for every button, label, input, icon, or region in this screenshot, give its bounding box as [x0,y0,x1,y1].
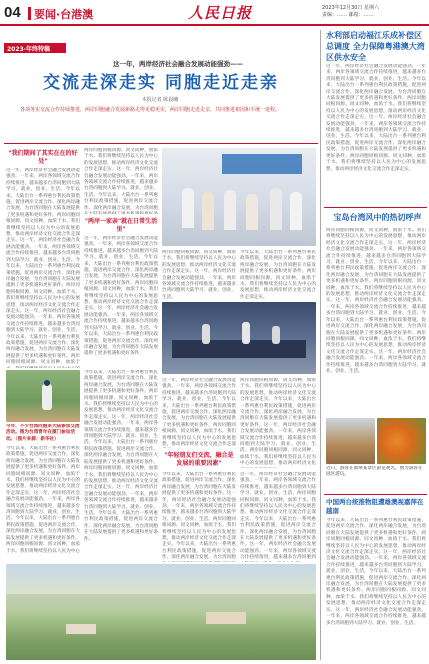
person [182,188,194,228]
person [246,194,258,230]
performer [202,324,210,344]
person [224,190,236,230]
subhead-3: "年轻朋友们交流，融合是发展的重要因素" [164,452,234,467]
body-text-col2: 两岸同胞同根同源、同文同种，血浓于水。我们将继续坚持以人民为中心的发展思想，推动两岸经济文化交流合作走深走实。这一年，两岸经济社会融合发展动能强劲。一年来，两岸各领域交流合作持续推进，越来越多台湾同胞到大陆学习、就业、创业、生活。今年以来，大陆出台一系列惠台利民政策措施，促进两岸交流合作、深化两岸融合发展，为台湾同胞 [84,148,158,211]
story2-photo-left [326,418,375,464]
story-divider [324,207,427,208]
editor-line: 责编：…… 邮箱：…… [322,12,374,18]
person [290,192,302,230]
event-photo [162,148,316,246]
player-cap [44,380,50,386]
page-number: 04 [4,4,21,21]
story2-photo-right [377,418,426,464]
landscape-photo [6,564,316,660]
date-info [322,5,426,19]
column-divider [320,30,321,660]
feature-kicker: 这一年，两岸经济社会融合发展动能强劲—— [113,60,243,68]
story3-headline: 中国两台统推物阻遭雄澳视嘉萍在越南 [326,498,424,515]
hills [6,594,316,610]
body-text-col1: 这一年，两岸经济社会融合发展动能强劲。一年来，两岸各领域交流合作持续推进，越来越多台湾同胞到大陆学习、就业、创业、生活。今年以来，大陆出台一系列惠台利民政策措施，促进两岸交流合作、深化两岸融合发展，为台湾同胞在大陆发展提供了更多机遇和更好条件。两岸同胞同根同源、同文同种，血浓于水。我们将继续坚持以人民为中心的发展思想，推动两岸经济文化交流合作走深走实。这一年，两岸经济社会融合发展动能强劲。一年来，两岸各领域交流合作持续推进，越来越多台湾同胞到大陆学习、就业、创业、生活。今年以来，大陆出台一系列惠台利民政策措施，促进两岸交流合作、深化两岸融合发展，为台湾同胞在大陆发展提供了更多机遇和更好条件。两岸同胞同根同源、同文同种，血浓于水。我们将继续坚持以人民为中心的发展思想，推动两岸经济文化交流合作走深走实。这一年，两岸经济社会融合发展动能强劲。一年来，两岸各领域交流合作持续推进，越来越多台湾同胞到大陆学习、就业、创业、生活。今年以来，大陆出台一系列惠台利民政策措施，促进两岸交流合作、深化两岸融合发展，为台湾同胞在大陆发展提供了更多机遇和更好条件。两岸同胞同根同源、同文同种，血浓于 [6,168,80,366]
story1-headline: 水利部启动福江乐成补偿区总调度 全力保障粤港澳大湾区供水安全 [326,31,425,62]
date-line: 2023年12月30日 星期六 [322,5,380,11]
feature-lead: 各项务实交流合作持续推进，两岸同胞融合发展新路走得更稳更实，两岸同胞走近走亲，共同推进祖国和平统一进程。 [20,107,281,113]
buildings [206,612,246,624]
feature-tag: 2023·年终特稿 [4,43,66,53]
body-text-col4b: 两岸同胞同根同源、同文同种，血浓于水。我们将继续坚持以人民为中心的发展思想，推动两岸经济文化交流合作走深走实。今年以来，大陆出台一系列惠台利民政策措施，促进两岸交流合作、深化两岸融合发展，为台湾同胞在大陆发展提供了更多机遇和更好条件。这一年，两岸经济社会融合发展动能强劲。一年来，两岸各领域交流合作持续推进，越来越多台湾同胞到大陆学习、就业、创业、生活。两岸同胞同根同源、同文同种，血浓于水。我们将继续坚持以人民为中心的发展思想，推动两岸经济文化 [240,378,316,467]
story3-body: 今年以来，大陆出台一系列惠台利民政策措施，促进两岸交流合作、深化两岸融合发展，为台湾同胞在大陆发展提供了更多机遇和更好条件。两岸同胞同根同源、同文同种，血浓于水。我们将继续坚持以人民为中心的发展思想，推动两岸经济文化交流合作走深走实。这一年，两岸经济社会融合发展动能强劲。一年来，两岸各领域交流合作持续推进，越来越多台湾同胞到大陆学习、就业、创业、生活。今年以来，大陆出台一系列惠台利民政策措施，促进两岸交流合作、深化两岸融合发展，为台湾同胞在大陆发展提供了更多机遇和更好条件。两岸同胞同根同源、同文同种，血浓于水。我们将继续坚持以人民为中心的发展思想，推动两岸经济文化交流合作走深走实。这一年，两岸经济社会融合发展动能强劲。一年来，两岸各领域交流合作持续推进，越来越多台湾同胞到大陆学习、就业、创业、生活。 [326,518,426,626]
story1-body: 这一年，两岸经济社会融合发展动能强劲。一年来，两岸各领域交流合作持续推进，越来越多台湾同胞到大陆学习、就业、创业、生活。今年以来，大陆出台一系列惠台利民政策措施，促进两岸交流合作、深化两岸融合发展，为台湾同胞在大陆发展提供了更多机遇和更好条件。两岸同胞同根同源、同文同种，血浓于水。我们将继续坚持以人民为中心的发展思想，推动两岸经济文化交流合作走深走实。这一年，两岸经济社会融合发展动能强劲。一年来，两岸各领域交流合作持续推进，越来越多台湾同胞到大陆学习、就业、创业、生活。今年以来，大陆出台一系列惠台利民政策措施，促进两岸交流合作、深化两岸融合发展，为台湾同胞在大陆发展提供了更多机遇和更好条件。两岸同胞同根同源、同文同种，血浓于水。我们将继续坚持以人民为中心的发展思想，推动两岸经济文化交流合作走深走实。 [326,64,426,172]
player-figure [42,384,52,410]
stage [172,340,306,358]
section-divider [4,143,318,144]
story-divider [324,494,427,495]
body-text-col4c: 这一年，两岸经济社会融合发展动能强劲。一年来，两岸各领域交流合作持续推进，越来越多台湾同胞到大陆学习、就业、创业、生活。两岸同胞同根同源、同文同种，血浓于水。我们将继续坚持以人民为中心的发展思想，推动两岸经济文化交流合作走深走实。今年以来，大陆出台一系列惠台利民政策措施，促进两岸交流合作、深化两岸融合发展，为台湾同胞在大陆发展提供了更多机遇和更好条件。这一年，两岸经济社会融合发展动能强劲。一年来，两岸各领域交流合作持续推进，越来越多台湾同胞到 [240,472,316,561]
body-text-col3c: 今年以来，大陆出台一系列惠台利民政策措施，促进两岸交流合作、深化两岸融合发展，为台湾同胞在大陆发展提供了更多机遇和更好条件。这一年，两岸经济社会融合发展动能强劲。一年来，两岸各领域交流合作持续推进，越来越多台湾同胞到大陆学习、就业、创业、生活。两岸同胞同根同源、同文同种，血浓于水。我们将继续坚持以人民为中心的发展思想，推动两岸经济文化交流合作走深走实。今年以来，大陆出台一系列惠台利民政策措施，促进两岸交流合作、深化两岸融合发展，为台湾同胞 [162,472,236,561]
body-text-col4: 今年以来，大陆出台一系列惠台利民政策措施，促进两岸交流合作、深化两岸融合发展，为台湾同胞在大陆发展提供了更多机遇和更好条件。两岸同胞同根同源、同文同种，血浓于水。我们将继续坚持以人民为中心的发展思想，推动两岸经济文化交流合作走深走实。 [240,250,316,300]
body-text-col2c: 今年以来，大陆出台一系列惠台利民政策措施，促进两岸交流合作、深化两岸融合发展，为台湾同胞在大陆发展提供了更多机遇和更好条件。两岸同胞同根同源、同文同种，血浓于水。我们将继续坚持以人民为中心的发展思想，推动两岸经济文化交流合作走深走实。这一年，两岸经济社会融合发展动能强劲。一年来，两岸各领域交流合作持续推进，越来越多台湾同胞到大陆学习、就业、创业、生活。今年以来，大陆出台一系列惠台利民政策措施，促进两岸交流合作、深化两岸融合发展，为台湾同胞在大陆发展提供了更多机遇和更好条件。两岸同胞同根同源、同文同种，血浓于水。我们将继续坚持以人民为中心的发展思想，推动两岸经济文化交流合作走深走实。这一年，两岸经济社会融合发展动能强劲。一年来，两岸各领域交流合作持续推进，越来越多台湾同胞到大陆学习、就业、创业、生活。今年以来，大陆出台一系列惠台利民政策措施，促进两岸交流合作、深化两岸融合发展，为台湾同胞在大陆发展提供了更多机遇和更好条件。 [84,370,158,542]
baseball-photo [6,370,80,422]
body-text-col3: 两岸同胞同根同源、同文同种，血浓于水。我们将继续坚持以人民为中心的发展思想，推动两岸经济文化交流合作走深走实。这一年，两岸经济社会融合发展动能强劲。一年来，两岸各领域交流合作持续推进，越来越多台湾同胞到大陆学习、就业、创业、生活。 [162,250,236,300]
story2-photo-caption: 近日，游客在福州某景区游览观光。图为游客在园区游玩。 [326,466,423,478]
performer [242,322,250,344]
section-title: 要闻·台港澳 [34,8,94,21]
masthead: 人民日报 [188,4,253,22]
performer [272,326,280,344]
story2-body: 两岸同胞同根同源、同文同种，血浓于水。我们将继续坚持以人民为中心的发展思想，推动两岸经济文化交流合作走深走实。这一年，两岸经济社会融合发展动能强劲。一年来，两岸各领域交流合作持续推进，越来越多台湾同胞到大陆学习、就业、创业、生活。今年以来，大陆出台一系列惠台利民政策措施，促进两岸交流合作、深化两岸融合发展，为台湾同胞在大陆发展提供了更多机遇和更好条件。两岸同胞同根同源、同文同种，血浓于水。我们将继续坚持以人民为中心的发展思想，推动两岸经济文化交流合作走深走实。这一年，两岸经济社会融合发展动能强劲。一年来，两岸各领域交流合作持续推进，越来越多台湾同胞到大陆学习、就业、创业、生活。今年以来，大陆出台一系列惠台利民政策措施，促进两岸交流合作、深化两岸融合发展，为台湾同胞在大陆发展提供了更多机遇和更好条件。两岸同胞同根同源、同文同种，血浓于水。我们将继续坚持以人民为中心的发展思想，推动两岸经济文化交流合作走深走实。这一年，两岸经济社会融合发展动能强劲。一年来，两岸各领域交流合作持续推进，越来越多台湾同胞到大陆学习、就业、创业、生活。 [326,228,426,374]
body-text-col1b: 今年以来，大陆出台一系列惠台利民政策措施，促进两岸交流合作、深化两岸融合发展，为台湾同胞在大陆发展提供了更多机遇和更好条件。两岸同胞同根同源、同文同种，血浓于水。我们将继续坚持以人民为中心的发展思想，推动两岸经济文化交流合作走深走实。这一年，两岸经济社会融合发展动能强劲。一年来，两岸各领域交流合作持续推进，越来越多台湾同胞到大陆学习、就业、创业、生活。今年以来，大陆出台一系列惠台利民政策措施，促进两岸交流合作、深化两岸融合发展，为台湾同胞在大陆发展提供了更多机遇和更好条件。两岸同胞同根同源、同文同种，血浓于水。我们将继续坚持以人民为中心 [6,446,80,554]
person [202,192,214,230]
banner [222,154,302,174]
subhead-2: "两岸一家亲"就在日常生活里" [84,218,158,233]
person [270,188,282,230]
photo-caption-left: 今年，不少台湾同胞来大陆参加交流活动。图为台湾青年在厦门参加活动。（图片来源：新华社） [6,424,80,442]
feature-byline: 本报记者 陈晨曦 [141,97,179,103]
story2-headline: 宝岛台湾风中的热切呼声 [333,213,422,222]
buildings [66,624,96,634]
body-text-col3b: 这一年，两岸经济社会融合发展动能强劲。一年来，两岸各领域交流合作持续推进，越来越多台湾同胞到大陆学习、就业、创业、生活。今年以来，大陆出台一系列惠台利民政策措施，促进两岸交流合作、深化两岸融合发展，为台湾同胞在大陆发展提供了更多机遇和更好条件。两岸同胞同根同源、同文同种，血浓于水。我们将继续坚持以人民为中心的发展思想，推动两岸经济文化交流合作走深 [162,378,236,448]
body-text-col2b: 这一年，两岸经济社会融合发展动能强劲。一年来，两岸各领域交流合作持续推进，越来越多台湾同胞到大陆学习、就业、创业、生活。今年以来，大陆出台一系列惠台利民政策措施，促进两岸交流合作、深化两岸融合发展，为台湾同胞在大陆发展提供了更多机遇和更好条件。两岸同胞同根同源、同文同种，血浓于水。我们将继续坚持以人民为中心的发展思想，推动两岸经济文化交流合作走深走实。这一年，两岸经济社会融合发展动能强劲。一年来，两岸各领域交流合作持续推进，越来越多台湾同胞到大陆学习、就业、创业、生活。今年以来，大陆出台一系列惠台利民政策措施，促进两岸交流合作、深化两岸融合发展，为台湾同胞在大陆发展提供了更多机遇和更好条件。 [84,236,158,357]
subhead-1: "我们期间了其实在在的好处" [8,150,78,165]
section-bar [28,7,31,20]
concert-photo [162,302,316,374]
feature-headline: 交流走深走实 同胞走近走亲 [43,73,279,93]
